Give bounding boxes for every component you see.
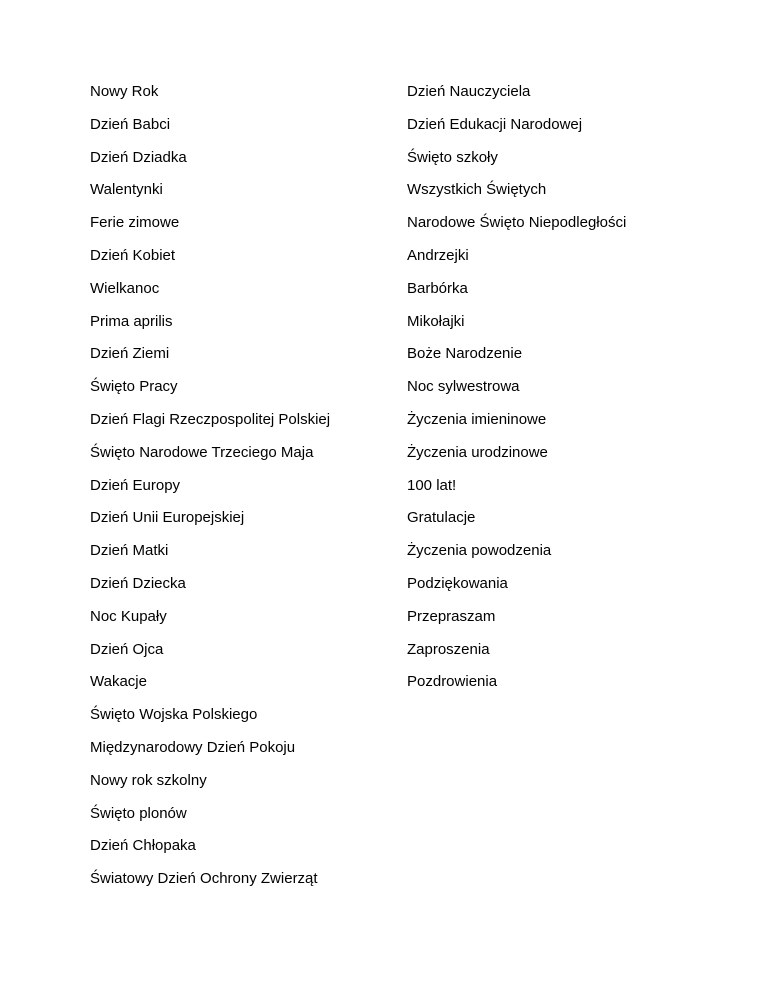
list-item: Andrzejki (407, 246, 469, 264)
list-item: Dzień Europy (90, 476, 181, 494)
occasions-list-left (90, 82, 330, 902)
list-item: Podziękowania (407, 574, 508, 592)
list-item: Dzień Ziemi (90, 345, 170, 363)
list-item: Ferie zimowe (90, 214, 180, 232)
list-item: Święto Wojska Polskiego (90, 706, 258, 724)
list-item: Przepraszam (407, 607, 496, 625)
list-item: Dzień Flagi Rzeczpospolitej Polskiej (90, 410, 331, 428)
list-item: Wakacje (90, 673, 147, 691)
list-item: Święto Narodowe Trzeciego Maja (90, 443, 314, 461)
list-item: Święto Pracy (90, 378, 178, 396)
list-item: Międzynarodowy Dzień Pokoju (90, 738, 296, 756)
list-item: Dzień Ojca (90, 640, 164, 658)
list-item: Nowy rok szkolny (90, 771, 207, 789)
list-item: Dzień Kobiet (90, 246, 176, 264)
list-item: Boże Narodzenie (407, 345, 523, 363)
list-item: Noc Kupały (90, 607, 167, 625)
list-item: Zaproszenia (407, 640, 490, 658)
list-item: Dzień Nauczyciela (407, 83, 531, 100)
list-item: Światowy Dzień Ochrony Zwierząt (90, 870, 318, 888)
list-item: Narodowe Święto Niepodległości (407, 214, 627, 232)
list-item: Wielkanoc (90, 279, 160, 297)
list-item: Dzień Matki (90, 542, 169, 560)
list-item: Mikołajki (407, 312, 465, 330)
list-item: Dzień Chłopaka (90, 837, 196, 855)
list-item: Walentynki (90, 181, 163, 199)
list-item: 100 lat! (407, 476, 457, 494)
list-item: Barbórka (407, 279, 468, 297)
list-item: Pozdrowienia (407, 673, 498, 691)
list-item: Noc sylwestrowa (407, 378, 520, 396)
list-item: Życzenia imieninowe (407, 410, 547, 428)
list-item: Życzenia powodzenia (407, 542, 552, 560)
list-item: Wszystkich Świętych (407, 181, 547, 199)
list-item: Dzień Dziadka (90, 148, 187, 166)
list-item: Nowy Rok (90, 83, 159, 100)
list-item: Dzień Babci (90, 115, 171, 133)
list-item: Gratulacje (407, 509, 476, 527)
list-item: Dzień Unii Europejskiej (90, 509, 245, 527)
list-item: Prima aprilis (90, 312, 173, 330)
list-item: Święto plonów (90, 804, 187, 822)
list-item: Dzień Dziecka (90, 574, 186, 592)
occasions-list-right (407, 82, 626, 705)
list-item: Święto szkoły (407, 148, 498, 166)
list-item: Dzień Edukacji Narodowej (407, 115, 583, 133)
list-item: Życzenia urodzinowe (407, 443, 548, 461)
